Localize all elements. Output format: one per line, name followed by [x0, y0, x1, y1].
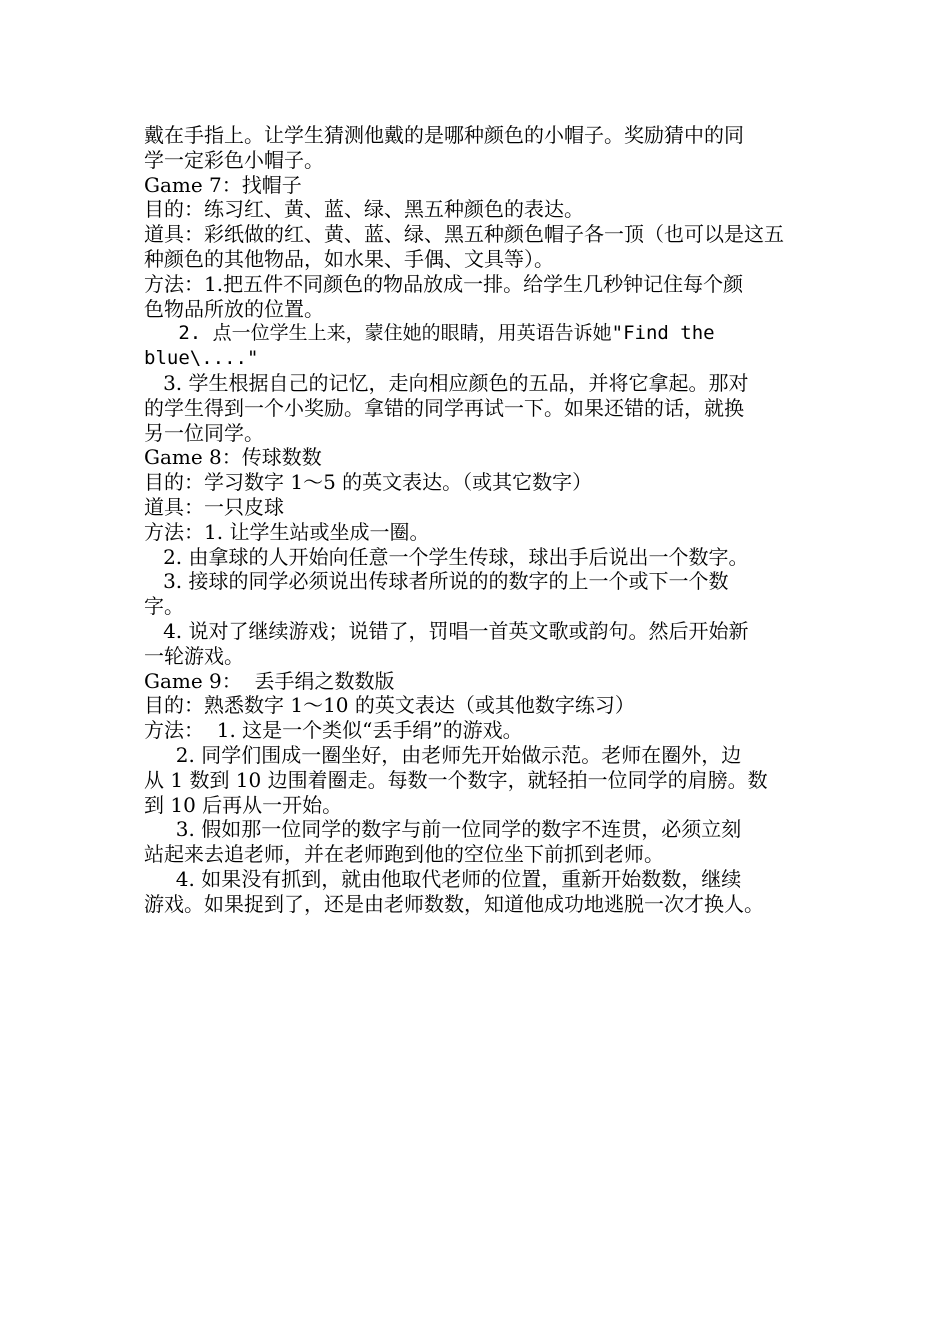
- text-line: 到 10 后再从一开始。: [144, 792, 343, 817]
- text-line: 色物品所放的位置。: [144, 296, 324, 321]
- text-line: 目的：练习红、黄、蓝、绿、黑五种颜色的表达。: [144, 197, 584, 222]
- text-line: 3. 假如那一位同学的数字与前一位同学的数字不连贯，必须立刻: [144, 817, 742, 842]
- text-line: 学一定彩色小帽子。: [144, 147, 324, 172]
- text-line: 的学生得到一个小奖励。拿错的同学再试一下。如果还错的话，就换: [144, 395, 744, 420]
- text-line: 另一位同学。: [144, 420, 264, 445]
- game-heading: Game 8：传球数数: [144, 445, 322, 470]
- text-line: 目的：熟悉数字 1～10 的英文表达（或其他数字练习）: [144, 693, 635, 718]
- text-line: 道具：一只皮球: [144, 494, 284, 519]
- text-line: 字。: [144, 594, 184, 619]
- text-line: 2. 同学们围成一圈坐好，由老师先开始做示范。老师在圈外，边: [144, 742, 742, 767]
- text-line: 3. 接球的同学必须说出传球者所说的的数字的上一个或下一个数: [144, 569, 729, 594]
- text-line: 道具：彩纸做的红、黄、蓝、绿、黑五种颜色帽子各一顶（也可以是这五: [144, 222, 784, 247]
- text-line: 方法：1.把五件不同颜色的物品放成一排。给学生几秒钟记住每个颜: [144, 271, 744, 296]
- text-line: 4. 说对了继续游戏；说错了，罚唱一首英文歌或韵句。然后开始新: [144, 618, 749, 643]
- text-line: 目的：学习数字 1～5 的英文表达。（或其它数字）: [144, 470, 593, 495]
- text-line: 3. 学生根据自己的记忆，走向相应颜色的五品，并将它拿起。那对: [144, 370, 749, 395]
- text-line: 2. 点一位学生上来，蒙住她的眼睛，用英语告诉她"Find the: [144, 322, 715, 345]
- text-line: 4. 如果没有抓到，就由他取代老师的位置，重新开始数数，继续: [144, 866, 742, 891]
- text-line: 一轮游戏。: [144, 643, 244, 668]
- text-line: 种颜色的其他物品，如水果、手偶、文具等）。: [144, 246, 554, 271]
- game-heading: Game 7：找帽子: [144, 172, 302, 197]
- text-line: 从 1 数到 10 边围着圈走。每数一个数字，就轻拍一位同学的肩膀。数: [144, 767, 768, 792]
- text-line: 方法：1. 让学生站或坐成一圈。: [144, 519, 430, 544]
- text-line: 站起来去追老师，并在老师跑到他的空位坐下前抓到老师。: [144, 842, 664, 867]
- document-page: [144, 123, 812, 917]
- game-heading: Game 9： 丢手绢之数数版: [144, 668, 395, 693]
- text-line: 游戏。如果捉到了，还是由老师数数，知道他成功地逃脱一次才换人。: [144, 891, 764, 916]
- text-line: 戴在手指上。让学生猜测他戴的是哪种颜色的小帽子。奖励猜中的同: [144, 123, 744, 147]
- text-line: blue\....": [144, 347, 259, 370]
- text-line: 2. 由拿球的人开始向任意一个学生传球，球出手后说出一个数字。: [144, 544, 749, 569]
- text-line: 方法： 1. 这是一个类似“丢手绢”的游戏。: [144, 718, 523, 743]
